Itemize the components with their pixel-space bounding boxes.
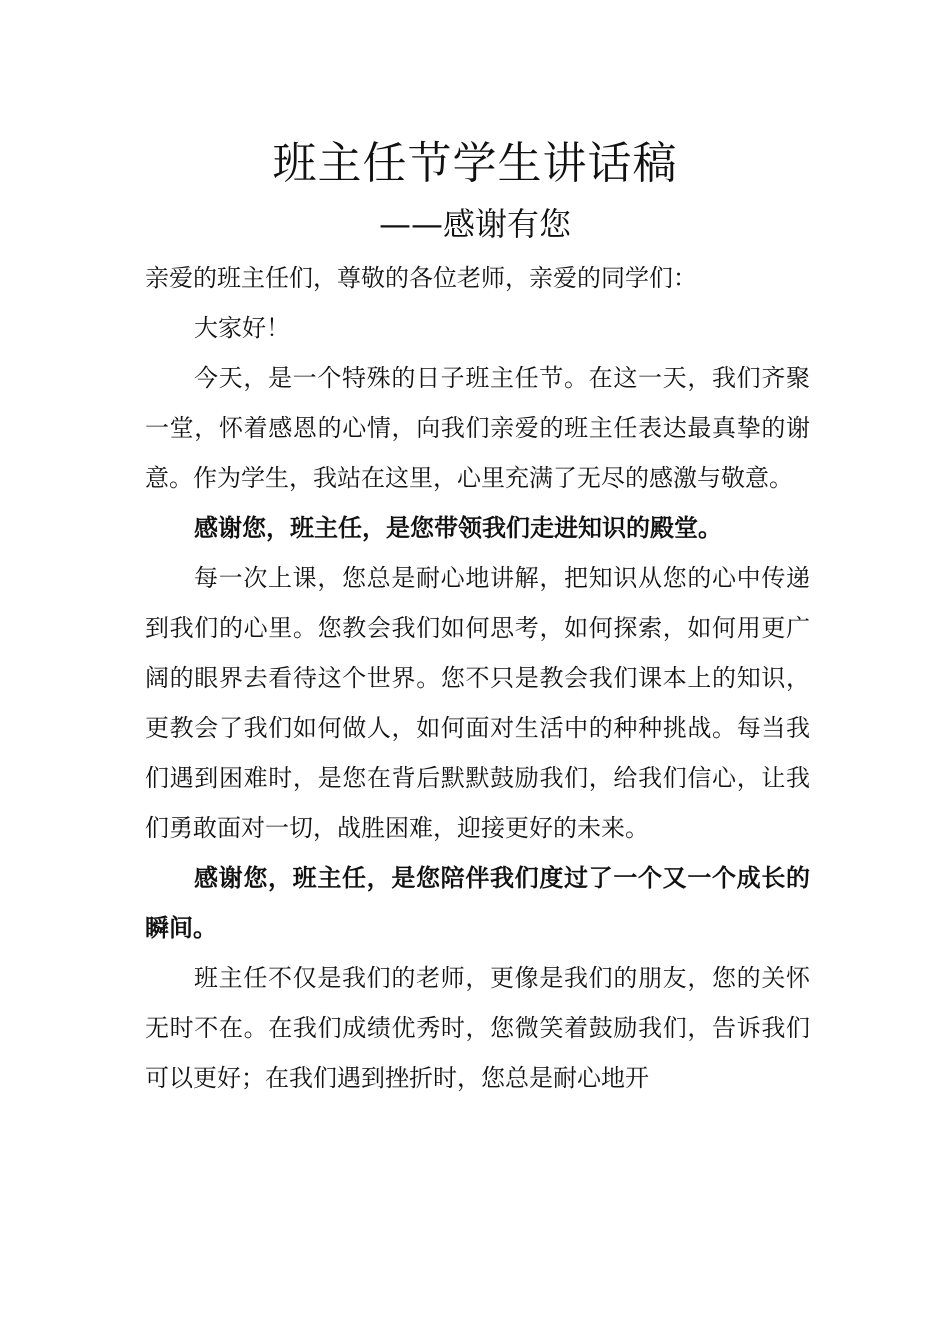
heading-knowledge: 感谢您，班主任，是您带领我们走进知识的殿堂。 (194, 514, 722, 542)
salutation: 亲爱的班主任们，尊敬的各位老师，亲爱的同学们： (145, 264, 697, 292)
paragraph-growth: 班主任不仅是我们的老师，更像是我们的朋友，您的关怀无时不在。在我们成绩优秀时，您微笑着鼓励我们，告诉我们可以更好；在我们遇到挫折时，您总是耐心地开 (145, 964, 810, 1092)
heading-growth: 感谢您，班主任，是您陪伴我们度过了一个又一个成长的瞬间。 (145, 864, 810, 942)
greeting: 大家好！ (194, 314, 290, 342)
document-body (145, 253, 810, 1103)
paragraph-intro: 今天，是一个特殊的日子班主任节。在这一天，我们齐聚一堂，怀着感恩的心情，向我们亲爱的班主任表达最真挚的谢意。作为学生，我站在这里，心里充满了无尽的感激与敬意。 (145, 364, 810, 492)
document-subtitle: ——感谢有您 (378, 205, 571, 243)
paragraph-knowledge: 每一次上课，您总是耐心地讲解，把知识从您的心中传递到我们的心里。您教会我们如何思考，如何探索，如何用更广阔的眼界去看待这个世界。您不只是教会我们课本上的知识，更教会了我们如何做人，如何面对生活中的种种挑战。每当我们遇到困难时，是您在背后默默鼓励我们，给我们信心，让我们勇敢面对一切，战胜困难，迎接更好的未来。 (145, 564, 810, 842)
document-title: 班主任节学生讲话稿 (272, 138, 678, 189)
